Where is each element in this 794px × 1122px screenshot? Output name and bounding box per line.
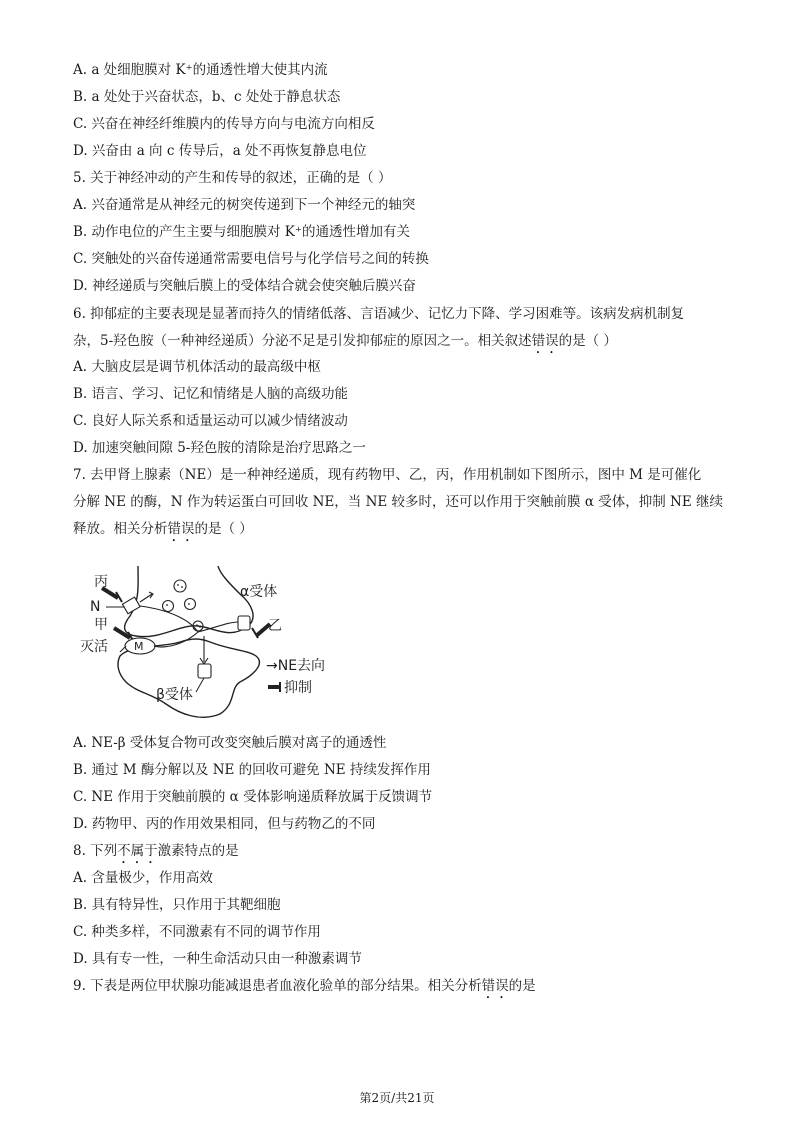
q8-stem-tail: 激素特点的是	[157, 843, 239, 859]
q7-stem-tail: 的是（ ）	[194, 521, 253, 537]
q8-stem-text: 8. 下列	[73, 843, 118, 859]
q8-option-c: C. 种类多样，不同激素有不同的调节作用	[73, 924, 321, 940]
transporter-n-label: N	[90, 599, 101, 615]
q7-stem-line1: 7. 去甲肾上腺素（NE）是一种神经递质，现有药物甲、乙，丙，作用机制如下图所示，图中 M 是可催化	[73, 467, 702, 483]
beta-receptor-label: β受体	[156, 687, 193, 703]
alpha-receptor-shape	[238, 616, 250, 630]
q7-stem-line3	[73, 520, 253, 545]
alpha-receptor-label: α受体	[240, 584, 278, 600]
q4-option-d: D. 兴奋由 a 向 c 传导后，a 处不再恢复静息电位	[73, 143, 367, 159]
inactivation-label: 灭活	[80, 639, 108, 655]
q5-option-c: C. 突触处的兴奋传递通常需要电信号与化学信号之间的转换	[73, 251, 429, 267]
q6-option-a: A. 大脑皮层是调节机体活动的最高级中枢	[73, 359, 321, 375]
q7-option-a: A. NE-β 受体复合物可改变突触后膜对离子的通透性	[73, 735, 387, 751]
q5-option-d: D. 神经递质与突触后膜上的受体结合就会使突触后膜兴奋	[73, 278, 416, 294]
q7-option-b: B. 通过 M 酶分解以及 NE 的回收可避免 NE 持续发挥作用	[73, 762, 431, 778]
q4-option-b: B. a 处处于兴奋状态，b、c 处处于静息状态	[73, 89, 341, 105]
q7-stem-line2: 分解 NE 的酶，N 作为转运蛋白可回收 NE，当 NE 较多时，还可以作用于突触前膜 α 受体，抑制 NE 继续	[73, 494, 724, 510]
q8-option-a: A. 含量极少，作用高效	[73, 870, 213, 886]
q6-stem-line1: 6. 抑郁症的主要表现是显著而持久的情绪低落、言语减少、记忆力下降、学习困难等。该病发病机制复	[73, 306, 685, 322]
q9-emphasis-word: 错误	[481, 978, 509, 994]
legend-inhibit-label: 抑制	[284, 680, 312, 696]
q6-stem-tail: 的是（ ）	[558, 333, 617, 349]
q7-stem-text: 释放。相关分析	[73, 521, 168, 537]
q8-emphasis-word: 不属于	[117, 843, 158, 859]
q6-option-c: C. 良好人际关系和适量运动可以减少情绪波动	[73, 413, 348, 429]
q9-stem	[73, 977, 536, 1002]
presynaptic-membrane	[125, 566, 253, 637]
q7-option-d: D. 药物甲、丙的作用效果相同，但与药物乙的不同	[73, 816, 376, 832]
enzyme-m-label: M	[134, 640, 144, 653]
q5-stem: 5. 关于神经冲动的产生和传导的叙述，正确的是（ ）	[73, 170, 392, 186]
beta-receptor-shape	[198, 664, 211, 678]
q6-stem-text: 杂，5-羟色胺（一种神经递质）分泌不足是引发抑郁症的原因之一。相关叙述	[73, 333, 532, 349]
q7-option-c: C. NE 作用于突触前膜的 α 受体影响递质释放属于反馈调节	[73, 789, 433, 805]
legend-ne-direction: →NE去向	[266, 658, 326, 674]
q7-emphasis-word: 错误	[167, 521, 195, 537]
q5-option-a: A. 兴奋通常是从神经元的树突传递到下一个神经元的轴突	[73, 197, 416, 213]
drug-jia-label: 甲	[94, 617, 108, 633]
drug-yi-label: 乙	[268, 618, 282, 634]
q6-option-b: B. 语言、学习、记忆和情绪是人脑的高级功能	[73, 386, 349, 402]
q8-option-b: B. 具有特异性，只作用于其靶细胞	[73, 897, 281, 913]
page-number: 第2页/共21页	[359, 1091, 435, 1105]
q4-option-a: A. a 处细胞膜对 K⁺的通透性增大使其内流	[73, 62, 328, 78]
q6-stem-line2	[73, 332, 617, 357]
synapse-diagram	[80, 564, 380, 722]
q6-emphasis-word: 错误	[531, 333, 559, 349]
q6-option-d: D. 加速突触间隙 5-羟色胺的清除是治疗思路之一	[73, 440, 366, 456]
drug-bing-label: 丙	[94, 574, 108, 590]
vesicle-group	[163, 580, 204, 631]
q9-stem-tail: 的是	[508, 978, 536, 994]
q8-option-d: D. 具有专一性，一种生命活动只由一种激素调节	[73, 951, 362, 967]
q8-stem	[73, 842, 239, 867]
q5-option-b: B. 动作电位的产生主要与细胞膜对 K⁺的通透性增加有关	[73, 224, 411, 240]
transporter-n-shape	[122, 597, 140, 614]
q9-stem-text: 9. 下表是两位甲状腺功能减退患者血液化验单的部分结果。相关分析	[73, 978, 482, 994]
q4-option-c: C. 兴奋在神经纤维膜内的传导方向与电流方向相反	[73, 116, 375, 132]
